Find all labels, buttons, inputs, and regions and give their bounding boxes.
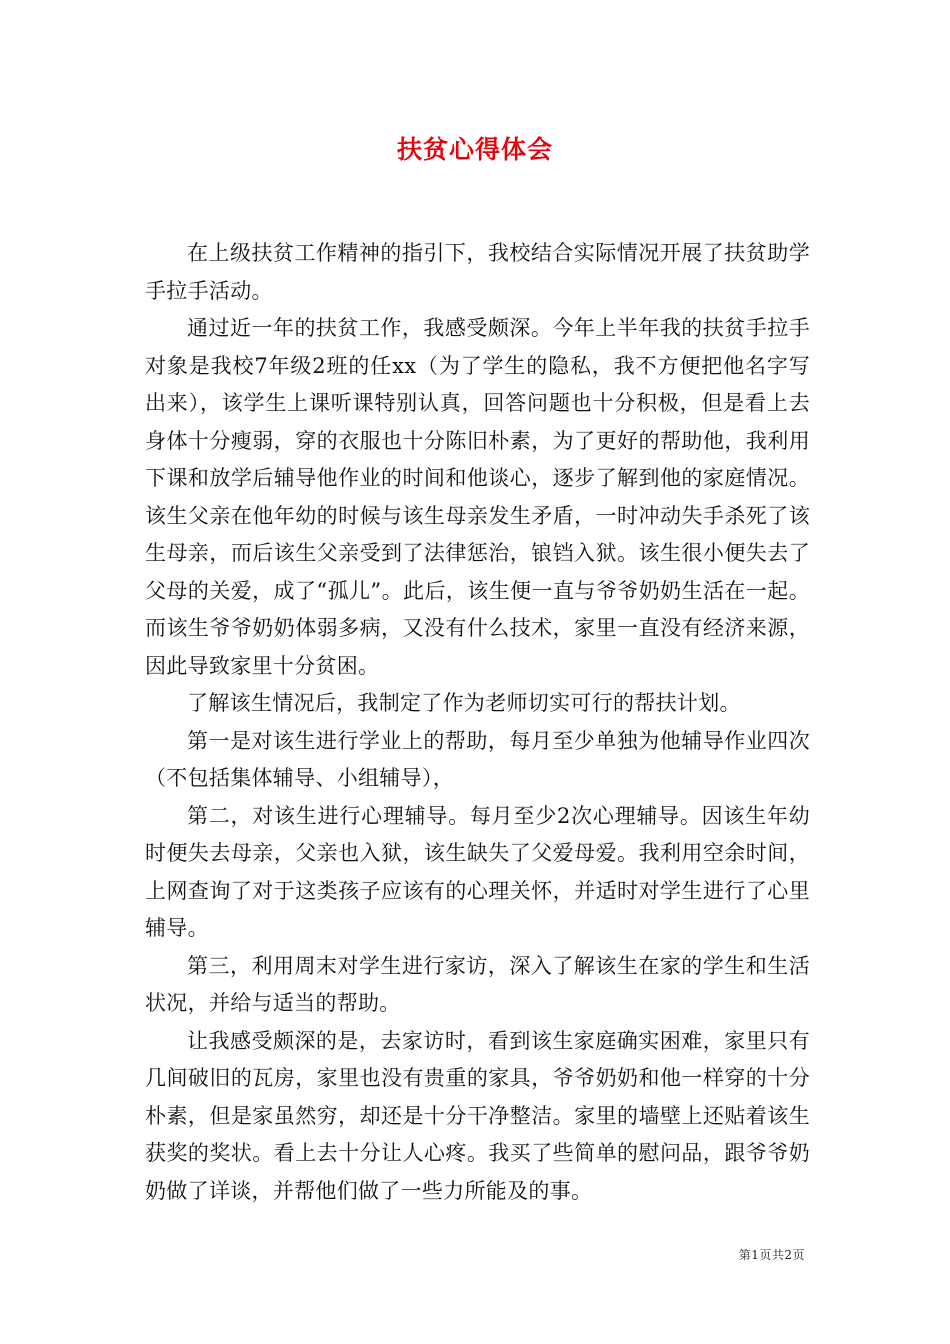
page-number: 第1页共2页 <box>738 1248 805 1262</box>
paragraph: 通过近一年的扶贫工作，我感受颇深。今年上半年我的扶贫手拉手对象是我校7年级2班的任xx（为了学生的隐私，我不方便把他名字写出来），该学生上课听课特别认真，回答问题也十分积极，但是看上去身体十分瘦弱，穿的衣服也十分陈旧朴素，为了更好的帮助他，我利用下课和放学后辅导他作业的时间和他谈心，逐步了解到他的家庭情况。该生父亲在他年幼的时候与该生母亲发生矛盾，一时冲动失手杀死了该生母亲，而后该生父亲受到了法律惩治，锒铛入狱。该生很小便失去了父母的关爱，成了“孤儿”。此后，该生便一直与爷爷奶奶生活在一起。而该生爷爷奶奶体弱多病，又没有什么技术，家里一直没有经济来源，因此导致家里十分贫困。 <box>145 316 810 678</box>
paragraph: 让我感受颇深的是，去家访时，看到该生家庭确实困难，家里只有几间破旧的瓦房，家里也没有贵重的家具，爷爷奶奶和他一样穿的十分朴素，但是家虽然穷，却还是十分干净整洁。家里的墙壁上还贴着该生获奖的奖状。看上去十分让人心疼。我买了些简单的慰问品，跟爷爷奶奶做了详谈，并帮他们做了一些力所能及的事。 <box>145 1028 810 1203</box>
paragraph: 了解该生情况后，我制定了作为老师切实可行的帮扶计划。 <box>187 691 741 715</box>
paragraph: 第二，对该生进行心理辅导。每月至少2次心理辅导。因该生年幼时便失去母亲，父亲也入狱，该生缺失了父爱母爱。我利用空余时间，上网查询了对于这类孩子应该有的心理关怀，并适时对学生进行了心里辅导。 <box>145 803 810 940</box>
document-body <box>145 235 810 1210</box>
document-title: 扶贫心得体会 <box>396 135 553 164</box>
paragraph: 第一是对该生进行学业上的帮助，每月至少单独为他辅导作业四次（不包括集体辅导、小组辅导）， <box>145 728 810 790</box>
paragraph: 在上级扶贫工作精神的指引下，我校结合实际情况开展了扶贫助学手拉手活动。 <box>145 241 810 303</box>
paragraph: 第三，利用周末对学生进行家访，深入了解该生在家的学生和生活状况，并给与适当的帮助。 <box>145 953 810 1015</box>
